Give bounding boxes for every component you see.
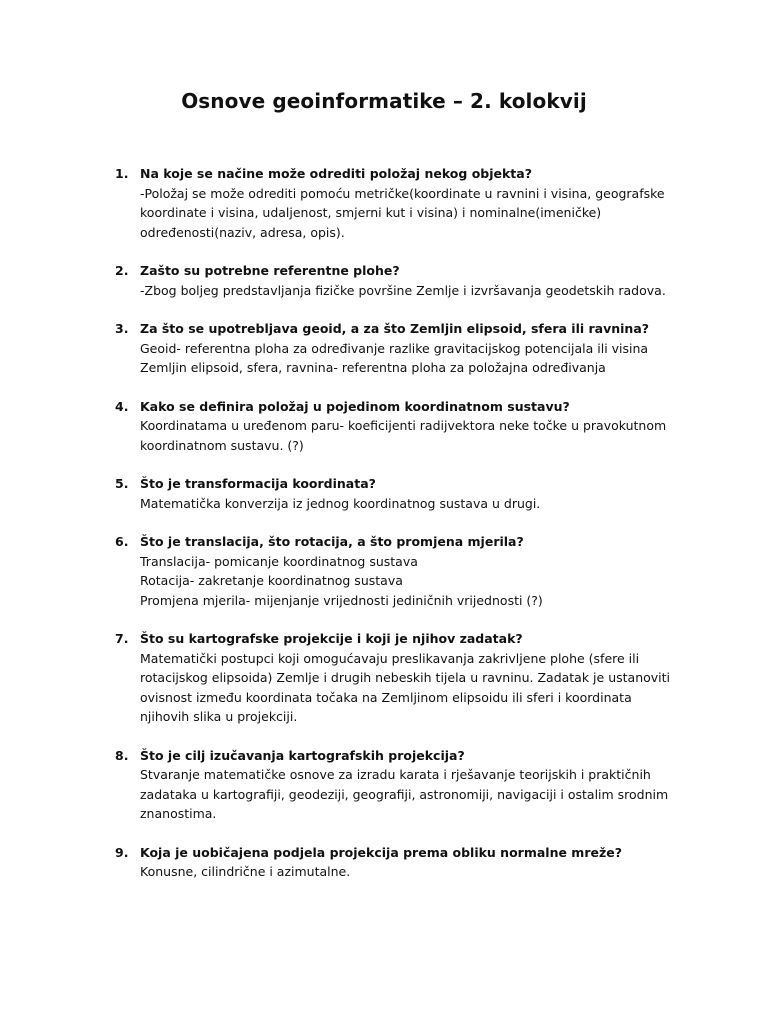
answer-line: Matematička konverzija iz jednog koordinatnog sustava u drugi. — [140, 495, 541, 511]
answer-line: -Zbog boljeg predstavljanja fizičke površine Zemlje i izvršavanja geodetskih radova. — [140, 282, 666, 298]
question-text: Zašto su potrebne referentne plohe? — [140, 263, 400, 278]
question-text: Što je translacija, što rotacija, a što promjena mjerila? — [140, 534, 524, 549]
question-item-7 — [115, 629, 695, 727]
answer-line: rotacijskog elipsoida) Zemlje i drugih nebeskih tijela u ravninu. Zadatak je ustanoviti — [140, 670, 671, 685]
question-text: Što je transformacija koordinata? — [140, 476, 376, 491]
answer-line: Promjena mjerila- mijenjanje vrijednosti jediničnih vrijednosti (?) — [140, 592, 543, 608]
answer-line: Konusne, cilindrične i azimutalne. — [140, 864, 351, 879]
question-number: 1. — [115, 166, 129, 181]
question-item-5 — [115, 474, 695, 513]
question-text: Za što se upotrebljava geoid, a za što Zemljin elipsoid, sfera ili ravnina? — [140, 321, 650, 336]
answer-line: Koordinatama u uređenom paru- koeficijenti radijvektora neke točke u pravokutnom — [140, 418, 667, 433]
question-list — [115, 164, 695, 901]
question-number: 9. — [115, 844, 129, 860]
question-number: 2. — [115, 263, 129, 278]
question-number: 6. — [115, 534, 129, 549]
answer-line: Rotacija- zakretanje koordinatnog sustava — [140, 573, 403, 588]
question-item-2 — [115, 261, 695, 300]
answer-line: zadataka u kartografiji, geodeziji, geografiji, astronomiji, navigaciji i ostalim srodnim — [140, 786, 669, 802]
answer-line: određenosti(naziv, adresa, opis). — [140, 224, 345, 240]
answer-line: Stvaranje matematičke osnove za izradu karata i rješavanje teorijskih i praktičnih — [140, 767, 651, 782]
answer-line: ovisnost između koordinata točaka na Zemljinom elipsoidu ili sferi i koordinata — [140, 689, 632, 705]
question-item-6 — [115, 532, 695, 610]
question-item-3 — [115, 319, 695, 378]
question-number: 8. — [115, 747, 129, 763]
question-text: Što je cilj izučavanja kartografskih projekcija? — [140, 747, 465, 763]
question-text: Što su kartografske projekcije i koji je njihov zadatak? — [140, 631, 523, 646]
question-text: Kako se definira položaj u pojedinom koordinatnom sustavu? — [140, 398, 570, 414]
question-text: Koja je uobičajena podjela projekcija prema obliku normalne mreže? — [140, 844, 622, 860]
question-number: 4. — [115, 398, 129, 414]
question-item-1 — [115, 164, 695, 242]
answer-line: koordinate i visina, udaljenost, smjerni kut i visina) i nominalne(imeničke) — [140, 205, 602, 220]
answer-line: Translacija- pomicanje koordinatnog sustava — [140, 553, 418, 569]
question-item-9 — [115, 843, 695, 882]
answer-line: -Položaj se može odrediti pomoću metričke(koordinate u ravnini i visina, geografske — [140, 185, 665, 201]
question-number: 5. — [115, 476, 129, 491]
question-item-4 — [115, 397, 695, 456]
answer-line: njihovih slika u projekciji. — [140, 709, 298, 724]
answer-line: znanostima. — [140, 806, 217, 821]
question-item-8 — [115, 746, 695, 824]
answer-line: koordinatnom sustavu. (?) — [140, 437, 304, 453]
answer-line: Geoid- referentna ploha za određivanje razlike gravitacijskog potencijala ili visina — [140, 340, 649, 356]
answer-line: Matematički postupci koji omogućavaju preslikavanja zakrivljene plohe (sfere ili — [140, 650, 640, 666]
question-number: 3. — [115, 321, 129, 336]
page-title: Osnove geoinformatike – 2. kolokvij — [181, 89, 587, 113]
question-text: Na koje se načine može odrediti položaj nekog objekta? — [140, 166, 532, 181]
question-number: 7. — [115, 631, 129, 646]
answer-line: Zemljin elipsoid, sfera, ravnina- referentna ploha za položajna određivanja — [140, 360, 606, 375]
